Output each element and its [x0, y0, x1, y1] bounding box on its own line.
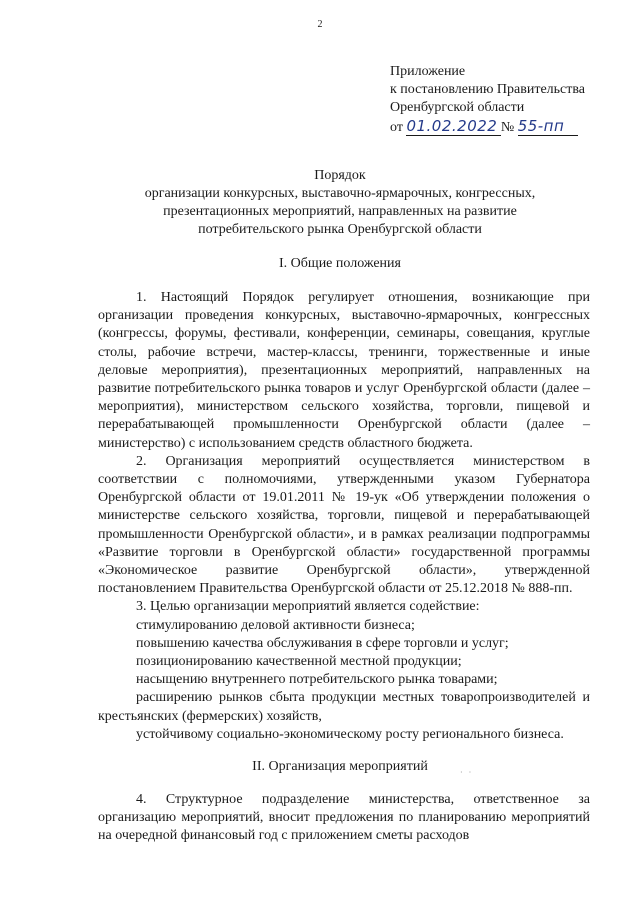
- goal-item-5: расширению рынков сбыта продукции местных товаропроизводителей и крестьянских (фермерских) хозяйств,: [98, 690, 590, 724]
- appendix-line-2: к постановлению Правительства: [390, 82, 586, 97]
- goal-item-6: устойчивому социально-экономическому росту регионального бизнеса.: [136, 726, 564, 742]
- handwritten-number: 55-пп: [517, 117, 565, 135]
- title-line-1: Порядок: [314, 168, 366, 183]
- paragraph-2: 2. Организация мероприятий осуществляется министерством в соответствии с полномочиями, утвержденными указом Губернатора Оренбургской области от 19.01.2011 № 19-ук «Об утверждении положения о министерстве сельского хозяйства, торговли, пищевой и перерабатывающей промышленности Оренбургской области», и в рамках реализации подпрограммы «Развитие торговли в Оренбургской области» государственной программы «Экономическое развитие Оренбургской области», утвержденной постановлением Правительства Оренбургской области от 25.12.2018 № 888-пп.: [98, 453, 590, 597]
- section-body-general: [98, 289, 590, 744]
- handwritten-date-field: [406, 117, 500, 136]
- page-number: 2: [317, 19, 323, 30]
- goal-item-4: насыщению внутреннего потребительского рынка товарами;: [136, 672, 498, 688]
- goal-item-2: повышению качества обслуживания в сфере торговли и услуг;: [136, 635, 509, 651]
- appendix-header: [390, 63, 630, 137]
- stray-ink-mark: · ·: [460, 768, 474, 777]
- appendix-line-1: Приложение: [390, 64, 466, 79]
- title-line-3: презентационных мероприятий, направленных на развитие: [163, 204, 517, 219]
- appendix-line-3: Оренбургской области: [390, 100, 525, 115]
- goal-item-1: стимулированию деловой активности бизнеса;: [136, 617, 415, 633]
- document-title: [60, 167, 620, 239]
- title-line-4: потребительского рынка Оренбургской области: [198, 222, 482, 237]
- handwritten-date: 01.02.2022: [406, 117, 498, 135]
- goal-item-3: позиционированию качественной местной продукции;: [136, 654, 462, 670]
- from-label: от: [390, 120, 403, 135]
- title-line-2: организации конкурсных, выставочно-ярмарочных, конгрессных,: [144, 186, 536, 201]
- section-body-organization: [98, 791, 590, 846]
- section-heading-general: I. Общие положения: [279, 256, 401, 271]
- handwritten-number-field: [517, 117, 579, 136]
- paragraph-1: 1. Настоящий Порядок регулирует отношения, возникающие при организации проведения конкурсных, выставочно-ярмарочных, конгрессных (конгрессы, форумы, фестивали, конференции, семинары, совещания, круглые столы, рабочие встречи, мастер-классы, тренинги, торжественные и иные деловые мероприятия), презентационных мероприятий, направленных на развитие потребительского рынка товаров и услуг Оренбургской области (далее – мероприятия), министерством сельского хозяйства, торговли, пищевой и перерабатывающей промышленности Оренбургской области (далее – министерство) с использованием средств областного бюджета.: [98, 290, 590, 451]
- appendix-date-line: [390, 117, 630, 137]
- number-label: №: [500, 120, 515, 135]
- paragraph-4: 4. Структурное подразделение министерства, ответственное за организацию мероприятий, вносит предложения по планированию мероприятий на очередной финансовый год с приложением сметы расходов: [98, 792, 590, 844]
- section-heading-organization: II. Организация мероприятий: [252, 759, 428, 774]
- paragraph-3: 3. Целью организации мероприятий является содействие:: [136, 599, 480, 615]
